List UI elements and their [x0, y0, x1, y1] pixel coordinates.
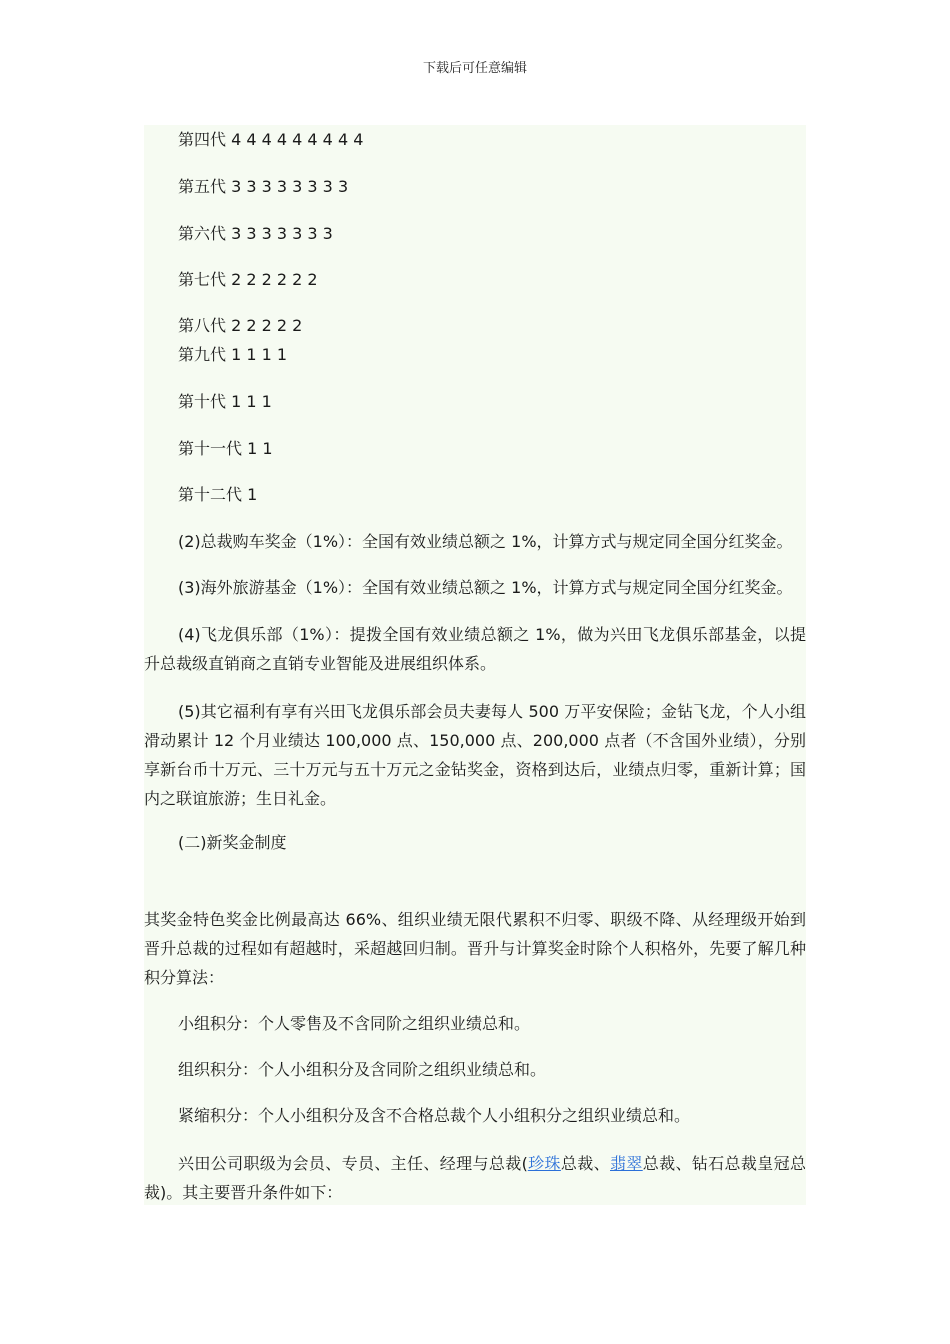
- generation-line: 第七代 2 2 2 2 2 2: [178, 270, 318, 289]
- item-other-benefits: (5)其它福利有享有兴田飞龙俱乐部会员夫妻每人 500 万平安保险；金钻飞龙，个人小组滑动累计 12 个月业绩达 100,000 点、150,000 点、200,000 点者（不含国外业绩），分别享新台币十万元、三十万元与五十万元之金钻奖金，资格到达后，业绩点归零，重新计算；国内之联谊旅游；生日礼金。: [144, 702, 806, 808]
- ranks-text: 总裁、钻石总裁皇冠总裁)。其主要晋升条件如下：: [144, 1154, 806, 1202]
- item-overseas-travel-fund: (3)海外旅游基金（1%）：全国有效业绩总额之 1%，计算方式与规定同全国分红奖金。: [178, 578, 793, 597]
- ranks-text: 兴田公司职级为会员、专员、主任、经理与总裁(: [178, 1154, 528, 1173]
- item-dragon-club: (4)飞龙俱乐部（1%）：提拨全国有效业绩总额之 1%，做为兴田飞龙俱乐部基金，以提升总裁级直销商之直销专业智能及进展组织体系。: [144, 625, 806, 673]
- generation-line: 第四代 4 4 4 4 4 4 4 4 4: [178, 130, 364, 149]
- small-group-points: 小组积分：个人零售及不含同阶之组织业绩总和。: [178, 1014, 531, 1033]
- generation-line: 第八代 2 2 2 2 2: [178, 316, 303, 335]
- org-points: 组织积分：个人小组积分及含同阶之组织业绩总和。: [178, 1060, 547, 1079]
- generation-line: 第十二代 1: [178, 485, 258, 504]
- ranks-text: 总裁、: [560, 1154, 610, 1173]
- ranks-paragraph: [144, 1149, 806, 1207]
- generation-line: 第九代 1 1 1 1: [178, 345, 288, 364]
- section-title: (二)新奖金制度: [178, 833, 287, 852]
- generation-line: 第五代 3 3 3 3 3 3 3 3: [178, 177, 349, 196]
- page-header: 下载后可任意编辑: [422, 61, 527, 76]
- generation-line: 第十代 1 1 1: [178, 392, 272, 411]
- intro-paragraph: 其奖金特色奖金比例最高达 66%、组织业绩无限代累积不归零、职级不降、从经理级开始到晋升总裁的过程如有超越时，采超越回归制。晋升与计算奖金时除个人积格外，先要了解几种积分算法：: [144, 910, 806, 987]
- generation-line: 第六代 3 3 3 3 3 3 3: [178, 224, 333, 243]
- item-president-car-bonus: (2)总裁购车奖金（1%）：全国有效业绩总额之 1%，计算方式与规定同全国分红奖金。: [178, 532, 793, 551]
- pearl-link[interactable]: 珍珠: [527, 1154, 561, 1173]
- compressed-points: 紧缩积分：个人小组积分及含不合格总裁个人小组积分之组织业绩总和。: [178, 1106, 691, 1125]
- emerald-link[interactable]: 翡翠: [610, 1154, 643, 1173]
- generation-line: 第十一代 1 1: [178, 439, 273, 458]
